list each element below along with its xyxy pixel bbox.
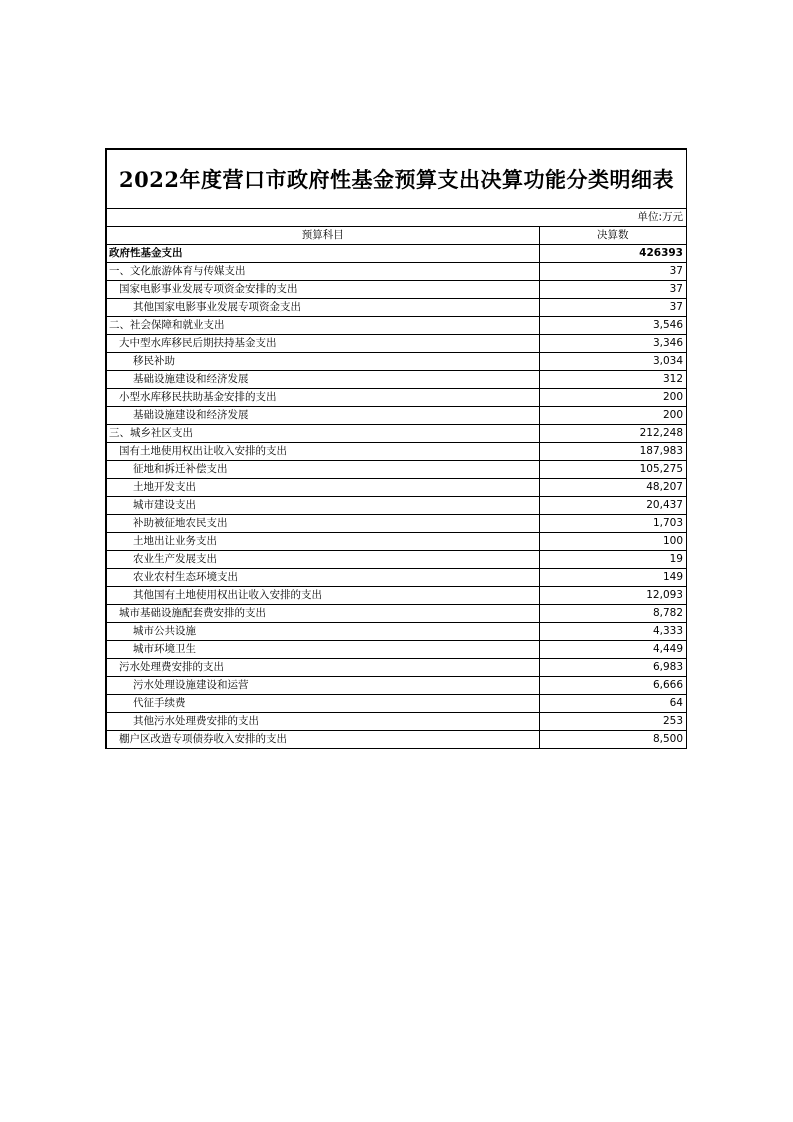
table-row: [107, 713, 686, 731]
row-item-name: 城市环境卫生: [107, 641, 539, 659]
table-row: [107, 317, 686, 335]
table-row: [107, 533, 686, 551]
row-amount: 105,275: [539, 461, 686, 479]
table-row: [107, 695, 686, 713]
table-title-row: [107, 150, 686, 209]
table-row: [107, 497, 686, 515]
row-amount: 3,546: [539, 317, 686, 335]
row-item-name: 国家电影事业发展专项资金安排的支出: [107, 281, 539, 299]
row-amount: 37: [539, 263, 686, 281]
row-item-name: 农业农村生态环境支出: [107, 569, 539, 587]
table-row: [107, 407, 686, 425]
row-amount: 3,346: [539, 335, 686, 353]
table-row: [107, 281, 686, 299]
row-item-name: 污水处理设施建设和运营: [107, 677, 539, 695]
table-row: [107, 587, 686, 605]
row-item-name: 二、社会保障和就业支出: [107, 317, 539, 335]
table-row: [107, 623, 686, 641]
row-amount: 64: [539, 695, 686, 713]
row-item-name: 移民补助: [107, 353, 539, 371]
table-row: [107, 659, 686, 677]
row-item-name: 三、城乡社区支出: [107, 425, 539, 443]
row-amount: 4,333: [539, 623, 686, 641]
row-amount: 20,437: [539, 497, 686, 515]
table-row: [107, 731, 686, 749]
row-amount: 4,449: [539, 641, 686, 659]
row-item-name: 国有土地使用权出让收入安排的支出: [107, 443, 539, 461]
table-row: [107, 263, 686, 281]
row-item-name: 政府性基金支出: [107, 245, 539, 263]
table-row: [107, 515, 686, 533]
row-amount: 48,207: [539, 479, 686, 497]
row-amount: 3,034: [539, 353, 686, 371]
row-item-name: 补助被征地农民支出: [107, 515, 539, 533]
row-item-name: 城市公共设施: [107, 623, 539, 641]
table-row: [107, 299, 686, 317]
table-row: [107, 677, 686, 695]
table-row: [107, 551, 686, 569]
unit-label: 单位:万元: [637, 211, 683, 223]
row-item-name: 一、文化旅游体育与传媒支出: [107, 263, 539, 281]
table-row: [107, 461, 686, 479]
row-item-name: 征地和拆迁补偿支出: [107, 461, 539, 479]
row-amount: 37: [539, 299, 686, 317]
row-amount: 37: [539, 281, 686, 299]
row-item-name: 农业生产发展支出: [107, 551, 539, 569]
row-item-name: 城市建设支出: [107, 497, 539, 515]
table-row: [107, 569, 686, 587]
table-header-row: [107, 227, 686, 245]
table-row: [107, 335, 686, 353]
table-row: [107, 245, 686, 263]
row-item-name: 其他污水处理费安排的支出: [107, 713, 539, 731]
unit-row: [107, 209, 686, 227]
row-item-name: 土地开发支出: [107, 479, 539, 497]
table-row: [107, 389, 686, 407]
table-title: 2022年度营口市政府性基金预算支出决算功能分类明细表: [119, 167, 674, 192]
row-amount: 8,782: [539, 605, 686, 623]
table-row: [107, 641, 686, 659]
row-item-name: 污水处理费安排的支出: [107, 659, 539, 677]
table-row: [107, 605, 686, 623]
row-item-name: 棚户区改造专项债券收入安排的支出: [107, 731, 539, 749]
row-amount: 19: [539, 551, 686, 569]
row-amount: 6,983: [539, 659, 686, 677]
row-amount: 1,703: [539, 515, 686, 533]
row-item-name: 小型水库移民扶助基金安排的支出: [107, 389, 539, 407]
row-amount: 100: [539, 533, 686, 551]
row-amount: 253: [539, 713, 686, 731]
column-header-amount: 决算数: [539, 227, 686, 245]
row-amount: 187,983: [539, 443, 686, 461]
row-item-name: 代征手续费: [107, 695, 539, 713]
row-item-name: 其他国有土地使用权出让收入安排的支出: [107, 587, 539, 605]
table-row: [107, 443, 686, 461]
row-item-name: 基础设施建设和经济发展: [107, 407, 539, 425]
row-amount: 426393: [539, 245, 686, 263]
row-amount: 8,500: [539, 731, 686, 749]
row-amount: 149: [539, 569, 686, 587]
budget-table-sheet: [105, 148, 687, 749]
row-amount: 212,248: [539, 425, 686, 443]
table-body: [107, 245, 686, 749]
row-item-name: 其他国家电影事业发展专项资金支出: [107, 299, 539, 317]
row-item-name: 基础设施建设和经济发展: [107, 371, 539, 389]
row-item-name: 城市基础设施配套费安排的支出: [107, 605, 539, 623]
budget-table: [107, 227, 686, 749]
row-amount: 200: [539, 407, 686, 425]
row-amount: 6,666: [539, 677, 686, 695]
row-amount: 200: [539, 389, 686, 407]
row-item-name: 大中型水库移民后期扶持基金支出: [107, 335, 539, 353]
table-row: [107, 479, 686, 497]
table-row: [107, 371, 686, 389]
row-amount: 12,093: [539, 587, 686, 605]
table-row: [107, 425, 686, 443]
table-row: [107, 353, 686, 371]
row-amount: 312: [539, 371, 686, 389]
column-header-item: 预算科目: [107, 227, 539, 245]
row-item-name: 土地出让业务支出: [107, 533, 539, 551]
